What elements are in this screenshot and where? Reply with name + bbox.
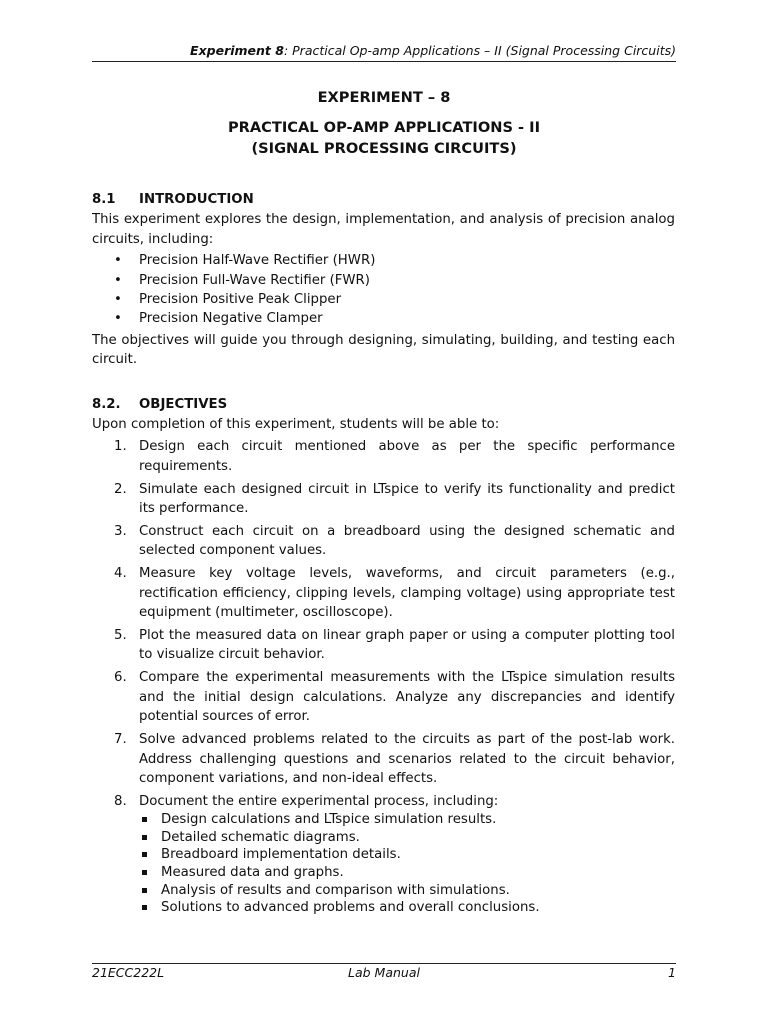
list-item: Breadboard implementation details. xyxy=(139,846,675,864)
item-text: Plot the measured data on linear graph paper or using a computer plotting tool to visualize circuit behavior. xyxy=(139,628,675,663)
list-item xyxy=(92,564,675,622)
list-item: • Precision Half-Wave Rectifier (HWR) xyxy=(92,251,675,270)
intro-closing-paragraph: The objectives will guide you through designing, simulating, building, and testing each circuit. xyxy=(92,332,675,368)
section-heading-objectives xyxy=(92,395,675,414)
documentation-list xyxy=(139,811,675,917)
section-title: INTRODUCTION xyxy=(139,192,254,207)
item-text: Document the entire experimental process, including: xyxy=(139,793,499,809)
section-heading-introduction xyxy=(92,190,675,209)
item-text: Solve advanced problems related to the circuits as part of the post-lab work. Address challenging questions and scenarios related to the circuit behavior, component variations, and non-ideal effects. xyxy=(139,732,675,786)
experiment-title: EXPERIMENT – 8 xyxy=(317,89,451,106)
list-item: Measured data and graphs. xyxy=(139,864,675,882)
experiment-sub-title: (SIGNAL PROCESSING CIRCUITS) xyxy=(251,140,517,157)
item-text: Compare the experimental measurements with the LTspice simulation results and the initial design calculations. Analyze any discrepancies and identify potential sources of error. xyxy=(139,670,675,725)
item-number: 7. xyxy=(114,732,127,748)
page-footer xyxy=(92,964,676,982)
running-header xyxy=(92,42,676,60)
document-body xyxy=(92,190,675,920)
list-item xyxy=(92,792,675,917)
list-item: • Precision Full-Wave Rectifier (FWR) xyxy=(92,271,675,290)
header-experiment-subtitle: : Practical Op-amp Applications – II (Signal Processing Circuits) xyxy=(283,43,676,58)
header-divider xyxy=(92,61,676,62)
list-item xyxy=(92,522,675,561)
circuit-list xyxy=(92,251,675,329)
list-item: Design calculations and LTspice simulation results. xyxy=(139,811,675,829)
item-number: 2. xyxy=(114,481,127,497)
list-item: • Precision Negative Clamper xyxy=(92,309,675,328)
list-item: Solutions to advanced problems and overall conclusions. xyxy=(139,899,675,917)
list-item: Detailed schematic diagrams. xyxy=(139,829,675,847)
course-code: 21ECC222L xyxy=(92,965,165,980)
item-number: 3. xyxy=(114,524,127,540)
item-number: 8. xyxy=(114,793,127,809)
section-number: 8.2. xyxy=(92,396,121,412)
list-item xyxy=(92,730,675,788)
item-text: Construct each circuit on a breadboard using the designed schematic and selected component values. xyxy=(139,524,675,559)
list-item: • Precision Positive Peak Clipper xyxy=(92,290,675,309)
list-item xyxy=(92,668,675,726)
item-number: 5. xyxy=(114,628,127,644)
experiment-main-title: PRACTICAL OP-AMP APPLICATIONS - II xyxy=(227,119,541,136)
section-title: OBJECTIVES xyxy=(139,396,228,412)
page-number: 1 xyxy=(668,965,676,980)
item-text: Design each circuit mentioned above as per the specific performance requirements. xyxy=(139,439,675,474)
intro-paragraph: This experiment explores the design, implementation, and analysis of precision analog circuits, including: xyxy=(92,212,675,247)
list-item xyxy=(92,437,675,476)
item-text: Simulate each designed circuit in LTspice to verify its functionality and predict its performance. xyxy=(139,481,675,517)
header-experiment-label: Experiment 8 xyxy=(190,43,284,58)
list-item xyxy=(92,480,675,519)
title-block xyxy=(92,87,676,168)
section-number: 8.1 xyxy=(92,192,116,207)
item-number: 6. xyxy=(114,670,127,686)
list-item xyxy=(92,626,675,665)
objectives-list xyxy=(92,437,675,916)
item-number: 4. xyxy=(114,566,127,582)
item-number: 1. xyxy=(114,439,127,455)
document-type: Lab Manual xyxy=(348,965,420,980)
objectives-lead: Upon completion of this experiment, students will be able to: xyxy=(92,417,500,432)
list-item: Analysis of results and comparison with simulations. xyxy=(139,882,675,900)
item-text: Measure key voltage levels, waveforms, and circuit parameters (e.g., rectification efficiency, clipping levels, clamping voltage) using appropriate test equipment (multimeter, oscilloscope). xyxy=(139,566,675,621)
